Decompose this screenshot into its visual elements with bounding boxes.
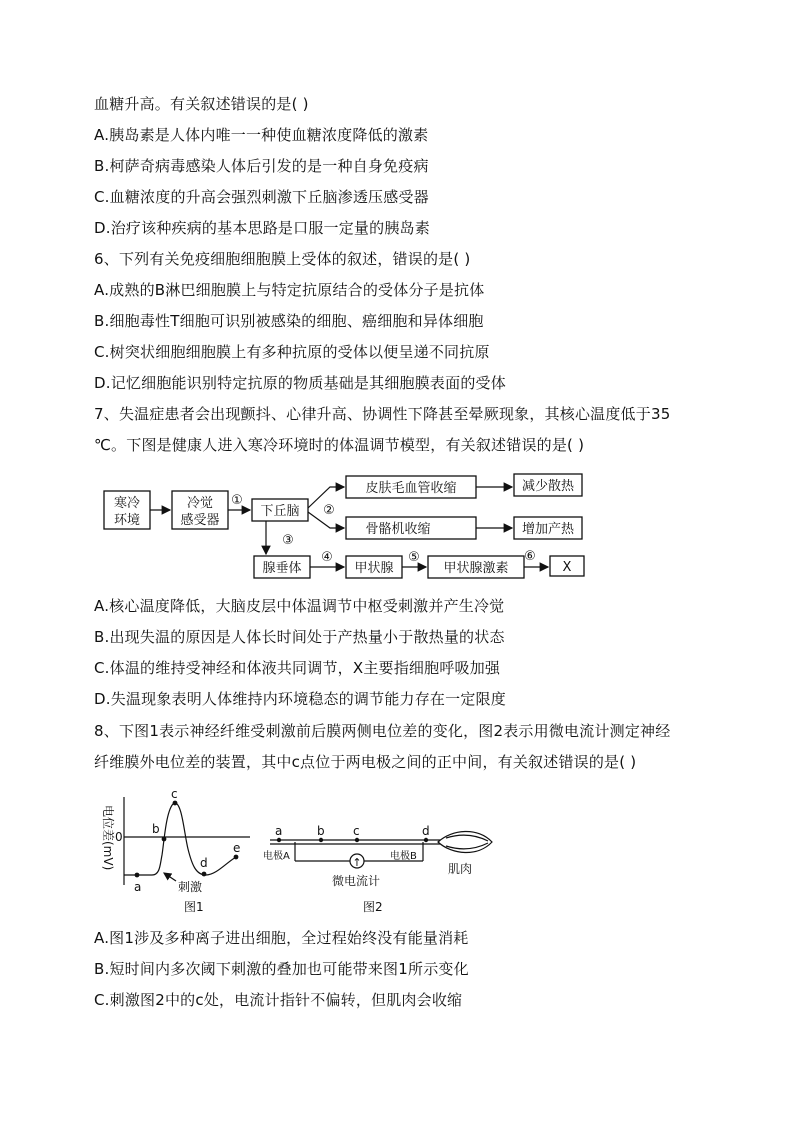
fig2-muscle-label: 肌肉 (448, 862, 473, 876)
cold-receptor-label-1: 冷觉 (186, 496, 214, 511)
thyroid-label: 甲状腺 (354, 561, 394, 576)
fig2-label-c: c (353, 824, 360, 838)
q5-option-a: A.胰岛素是人体内唯一一种使血糖浓度降低的激素 (94, 126, 429, 144)
muscle-label: 骨骼机收缩 (365, 522, 431, 537)
q5-option-d: D.治疗该种疾病的基本思路是口服一定量的胰岛素 (94, 219, 430, 237)
cold-env-label-2: 环境 (113, 513, 141, 528)
x-label: X (562, 560, 572, 575)
fig2-label-a: a (275, 824, 283, 838)
fig1-curve (124, 803, 236, 875)
q8-option-b: B.短时间内多次阈下刺激的叠加也可能带来图1所示变化 (94, 960, 469, 978)
fig2-electrode-a-label: 电极A (263, 851, 290, 862)
q5-option-c: C.血糖浓度的升高会强烈刺激下丘脑渗透压感受器 (94, 188, 429, 206)
nerve-figures (0, 783, 794, 923)
fig1-stimulus-arrow (164, 873, 176, 881)
cold-receptor-label-2: 感受器 (180, 513, 220, 528)
fig2-point-a (277, 838, 281, 842)
thyroid-hormone-label: 甲状腺激素 (443, 561, 509, 576)
pituitary-label: 腺垂体 (262, 561, 302, 576)
num-5: ⑤ (408, 550, 420, 565)
fig2-point-d (424, 838, 428, 842)
q6-option-a: A.成熟的B淋巴细胞膜上与特定抗原结合的受体分子是抗体 (94, 281, 485, 299)
q7-stem-line1: 7、失温症患者会出现颤抖、心律升高、协调性下降甚至晕厥现象，其核心温度低于35 (94, 405, 671, 423)
fig2-point-b (319, 838, 323, 842)
fig1-label-a: a (134, 880, 142, 894)
q8-stem-line2: 纤维膜外电位差的装置，其中c点位于两电极之间的正中间，有关叙述错误的是( ) (94, 753, 637, 771)
q6-option-b: B.细胞毒性T细胞可识别被感染的细胞、癌细胞和异体细胞 (94, 312, 484, 330)
skin-vessel-label: 皮肤毛血管收缩 (365, 481, 457, 496)
q6-stem: 6、下列有关免疫细胞细胞膜上受体的叙述，错误的是( ) (94, 250, 471, 268)
q7-option-d: D.失温现象表明人体维持内环境稳态的调节能力存在一定限度 (94, 690, 506, 708)
fig2-caption: 图2 (363, 900, 383, 914)
num-6: ⑥ (524, 549, 536, 564)
fig1-stimulus-label: 刺激 (178, 880, 203, 894)
figure-2 (263, 824, 492, 914)
num-4: ④ (321, 550, 333, 565)
fig1-label-d: d (200, 856, 208, 870)
fig2-meter-label: 微电流计 (332, 874, 381, 888)
q8-option-a: A.图1涉及多种离子进出细胞，全过程始终没有能量消耗 (94, 929, 469, 947)
thermoregulation-diagram (0, 470, 794, 590)
increase-heat-label: 增加产热 (521, 522, 575, 537)
q8-option-c: C.刺激图2中的c处，电流计指针不偏转，但肌肉会收缩 (94, 991, 463, 1009)
reduce-heat-loss-label: 减少散热 (521, 479, 575, 494)
q7-option-c: C.体温的维持受神经和体液共同调节，X主要指细胞呼吸加强 (94, 659, 501, 677)
fig1-point-c (173, 801, 178, 806)
fig1-label-e: e (233, 841, 241, 855)
fig2-label-b: b (317, 824, 325, 838)
num-2: ② (323, 503, 335, 518)
fig2-label-d: d (422, 824, 430, 838)
q7-option-b: B.出现失温的原因是人体长时间处于产热量小于散热量的状态 (94, 628, 505, 646)
q8-stem-line1: 8、下图1表示神经纤维受刺激前后膜两侧电位差的变化，图2表示用微电流计测定神经 (94, 722, 671, 740)
fig1-point-e (234, 855, 239, 860)
q5-option-b: B.柯萨奇病毒感染人体后引发的是一种自身免疫病 (94, 157, 429, 175)
q6-option-d: D.记忆细胞能识别特定抗原的物质基础是其细胞膜表面的受体 (94, 374, 506, 392)
fig2-electrode-b-label: 电极B (390, 851, 417, 862)
fig1-caption: 图1 (184, 900, 204, 914)
figure-1 (101, 787, 250, 914)
num-1: ① (231, 493, 243, 508)
q7-stem-line2: ℃。下图是健康人进入寒冷环境时的体温调节模型，有关叙述错误的是( ) (94, 436, 585, 454)
fig1-point-a (135, 873, 140, 878)
fig1-label-c: c (171, 787, 178, 801)
num-3: ③ (282, 533, 294, 548)
fig1-ylabel: 电位差(mV) (101, 805, 115, 871)
cold-env-label-1: 寒冷 (113, 496, 141, 511)
fig2-galvanometer-needle: ↑ (352, 856, 362, 869)
fig1-zero-label: 0 (115, 830, 123, 844)
q6-option-c: C.树突状细胞细胞膜上有多种抗原的受体以便呈递不同抗原 (94, 343, 490, 361)
q5-stem-continued: 血糖升高。有关叙述错误的是( ) (94, 95, 309, 113)
hypothalamus-label: 下丘脑 (260, 504, 300, 519)
fig1-label-b: b (152, 822, 160, 836)
fig2-point-c (355, 838, 359, 842)
q7-option-a: A.核心温度降低，大脑皮层中体温调节中枢受刺激并产生冷觉 (94, 597, 505, 615)
fig1-point-b (162, 837, 167, 842)
fig1-point-d (202, 872, 207, 877)
